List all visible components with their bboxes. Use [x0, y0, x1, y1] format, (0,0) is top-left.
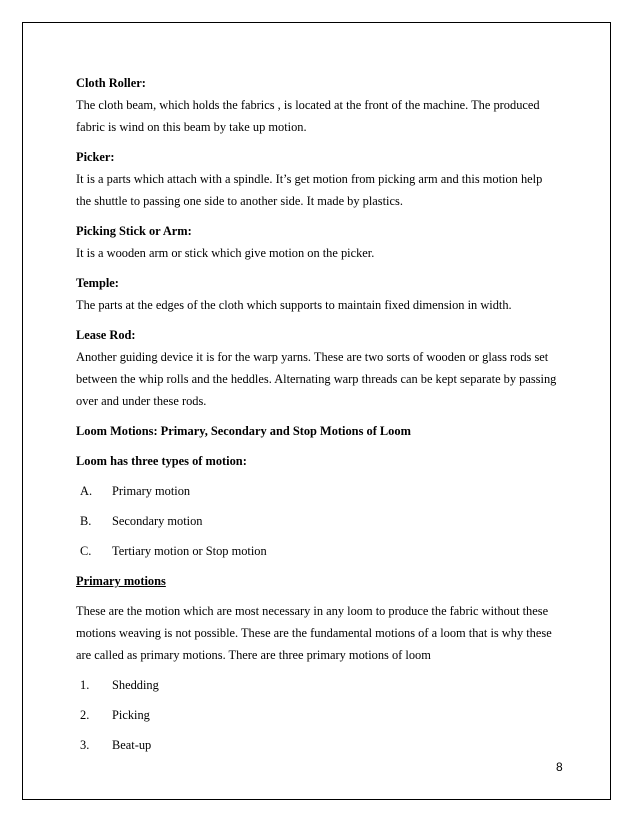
list-text: Picking [112, 708, 150, 722]
temple-text: The parts at the edges of the cloth which supports to maintain fixed dimension in width. [76, 298, 512, 312]
list-text: Beat-up [112, 738, 152, 752]
temple-heading: Temple: [76, 276, 119, 290]
picking-stick-text: It is a wooden arm or stick which give motion on the picker. [76, 246, 375, 260]
list-item [76, 510, 576, 532]
lease-rod-heading: Lease Rod: [76, 328, 136, 342]
loom-types-heading: Loom has three types of motion: [76, 454, 247, 468]
lease-rod-text-3: over and under these rods. [76, 394, 207, 408]
list-item [76, 704, 576, 726]
list-text: Primary motion [112, 484, 191, 498]
list-text: Tertiary motion or Stop motion [112, 544, 267, 558]
list-marker: 2. [80, 708, 90, 722]
page-number: 8 [556, 760, 563, 774]
list-marker: B. [80, 514, 92, 528]
primary-motions-text-1: These are the motion which are most necessary in any loom to produce the fabric without these [76, 604, 549, 618]
picker-text-2: the shuttle to passing one side to another side. It made by plastics. [76, 194, 403, 208]
list-marker: 3. [80, 738, 90, 752]
cloth-roller-heading: Cloth Roller: [76, 76, 146, 90]
list-marker: C. [80, 544, 92, 558]
list-marker: 1. [80, 678, 90, 692]
primary-motions-heading: Primary motions [76, 574, 166, 588]
list-item [76, 480, 576, 502]
list-item [76, 674, 576, 696]
list-item [76, 540, 576, 562]
primary-motions-text-3: are called as primary motions. There are three primary motions of loom [76, 648, 431, 662]
list-item [76, 734, 576, 756]
lease-rod-text-2: between the whip rolls and the heddles. Alternating warp threads can be kept separate by passing [76, 372, 557, 386]
list-text: Secondary motion [112, 514, 203, 528]
lease-rod-text-1: Another guiding device it is for the warp yarns. These are two sorts of wooden or glass rods set [76, 350, 549, 364]
loom-motions-heading: Loom Motions: Primary, Secondary and Stop Motions of Loom [76, 424, 411, 438]
page-content [76, 72, 576, 756]
picking-stick-heading: Picking Stick or Arm: [76, 224, 192, 238]
primary-motions-text-2: motions weaving is not possible. These are the fundamental motions of a loom that is why these [76, 626, 552, 640]
picker-text-1: It is a parts which attach with a spindle. It’s get motion from picking arm and this motion help [76, 172, 543, 186]
cloth-roller-text-1: The cloth beam, which holds the fabrics , is located at the front of the machine. The produced [76, 98, 540, 112]
cloth-roller-text-2: fabric is wind on this beam by take up motion. [76, 120, 307, 134]
list-text: Shedding [112, 678, 159, 692]
picker-heading: Picker: [76, 150, 115, 164]
list-marker: A. [80, 484, 93, 498]
